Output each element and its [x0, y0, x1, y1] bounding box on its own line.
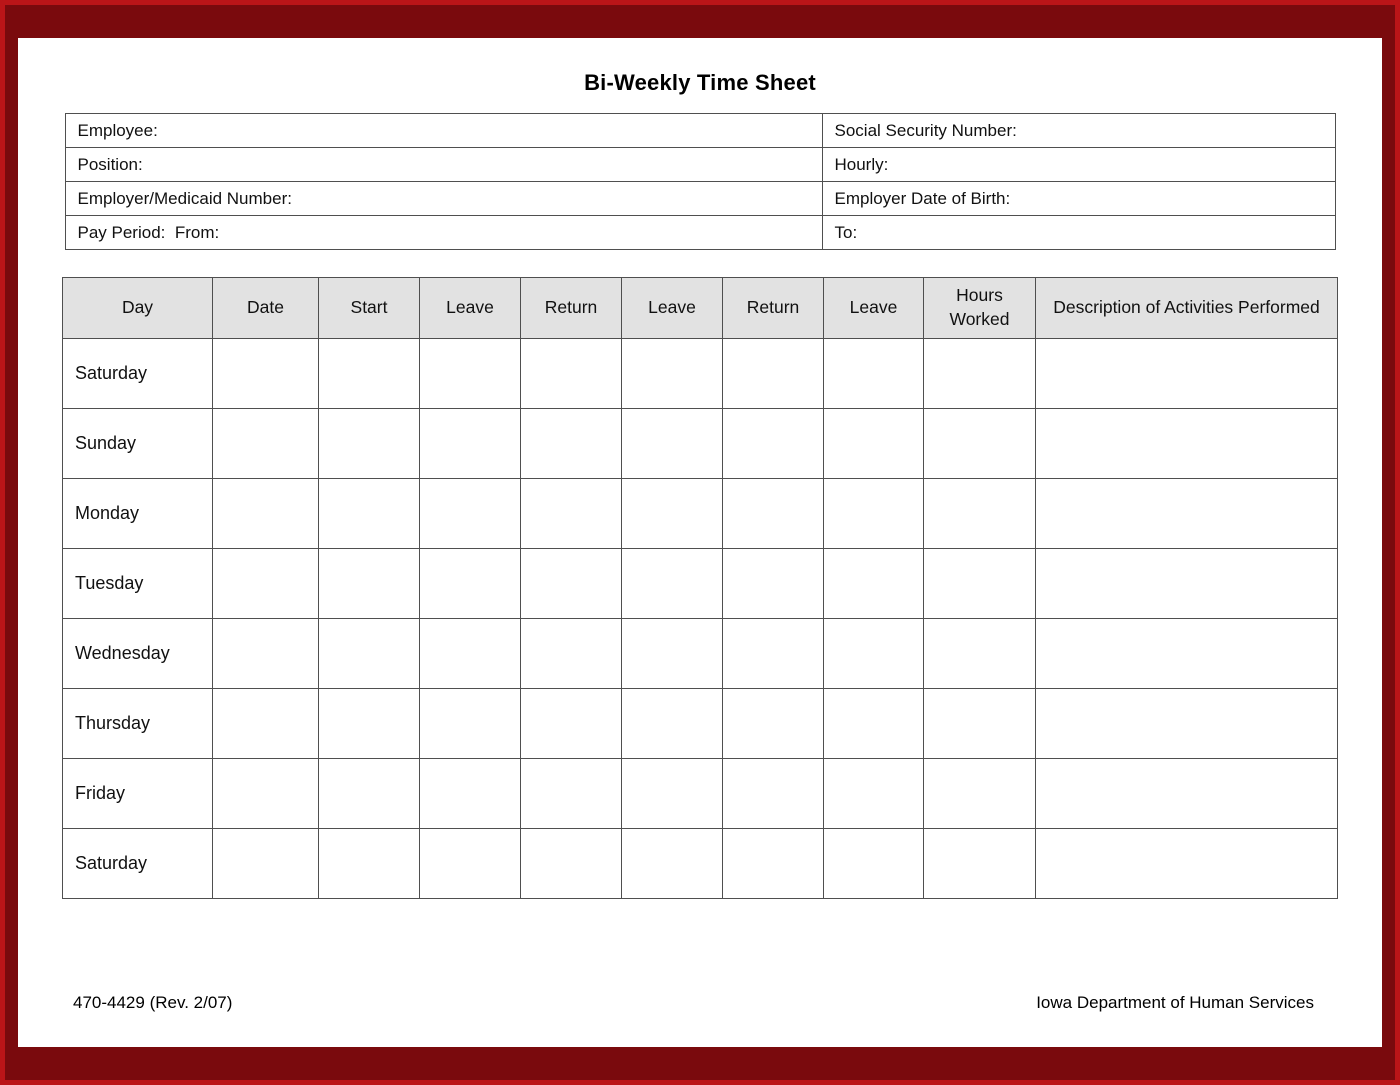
- entry-cell: [622, 619, 723, 689]
- table-row: [63, 759, 1338, 829]
- entry-cell: [1036, 549, 1338, 619]
- day-cell: Tuesday: [63, 549, 213, 619]
- entry-cell: [420, 619, 521, 689]
- header-cell-day: Day: [63, 278, 213, 339]
- document-page: [18, 38, 1382, 1047]
- entry-cell: [824, 549, 924, 619]
- table-row: [63, 689, 1338, 759]
- entry-cell: [1036, 829, 1338, 899]
- entry-cell: [1036, 339, 1338, 409]
- header-cell-description: Description of Activities Performed: [1036, 278, 1338, 339]
- entry-cell: [622, 689, 723, 759]
- entry-cell: [622, 339, 723, 409]
- header-cell-leave1: Leave: [420, 278, 521, 339]
- form-number: 470-4429 (Rev. 2/07): [73, 993, 233, 1012]
- entry-cell: [924, 549, 1036, 619]
- entry-cell: [1036, 479, 1338, 549]
- day-cell: Monday: [63, 479, 213, 549]
- ssn-field-label: Social Security Number:: [822, 114, 1335, 148]
- entry-cell: [319, 339, 420, 409]
- entry-cell: [319, 619, 420, 689]
- table-row: [63, 339, 1338, 409]
- table-row: [63, 549, 1338, 619]
- entry-cell: [1036, 409, 1338, 479]
- header-cell-date: Date: [213, 278, 319, 339]
- position-field-label: Position:: [65, 148, 822, 182]
- entry-cell: [622, 479, 723, 549]
- entry-cell: [213, 549, 319, 619]
- day-cell: Thursday: [63, 689, 213, 759]
- employer-medicaid-field-label: Employer/Medicaid Number:: [65, 182, 822, 216]
- header-cell-return1: Return: [521, 278, 622, 339]
- entry-cell: [824, 689, 924, 759]
- entry-cell: [521, 759, 622, 829]
- entry-cell: [622, 409, 723, 479]
- entry-cell: [420, 829, 521, 899]
- entry-cell: [213, 339, 319, 409]
- pay-period-to-field-label: To:: [822, 216, 1335, 250]
- pay-period-from-field-label: Pay Period: From:: [65, 216, 822, 250]
- entry-cell: [824, 619, 924, 689]
- entry-cell: [420, 689, 521, 759]
- entry-cell: [213, 689, 319, 759]
- info-row: [65, 148, 1335, 182]
- entry-cell: [723, 549, 824, 619]
- entry-cell: [723, 479, 824, 549]
- employee-info-table: [65, 113, 1336, 250]
- header-cell-return2: Return: [723, 278, 824, 339]
- header-cell-start: Start: [319, 278, 420, 339]
- day-cell: Friday: [63, 759, 213, 829]
- hourly-field-label: Hourly:: [822, 148, 1335, 182]
- day-cell: Saturday: [63, 829, 213, 899]
- entry-cell: [824, 829, 924, 899]
- entry-cell: [521, 829, 622, 899]
- header-cell-leave2: Leave: [622, 278, 723, 339]
- entry-cell: [521, 619, 622, 689]
- entry-cell: [319, 479, 420, 549]
- table-row: [63, 829, 1338, 899]
- entry-cell: [521, 549, 622, 619]
- page-footer: [73, 993, 1314, 1013]
- entry-cell: [1036, 619, 1338, 689]
- entry-cell: [723, 759, 824, 829]
- entry-cell: [723, 339, 824, 409]
- entry-cell: [924, 339, 1036, 409]
- agency-name: Iowa Department of Human Services: [1036, 993, 1314, 1012]
- entry-cell: [213, 829, 319, 899]
- entry-cell: [319, 689, 420, 759]
- entry-cell: [213, 479, 319, 549]
- info-row: [65, 182, 1335, 216]
- entry-cell: [824, 479, 924, 549]
- timesheet-table: [62, 277, 1338, 899]
- entry-cell: [924, 619, 1036, 689]
- entry-cell: [924, 759, 1036, 829]
- entry-cell: [1036, 759, 1338, 829]
- entry-cell: [521, 689, 622, 759]
- entry-cell: [521, 479, 622, 549]
- table-row: [63, 479, 1338, 549]
- entry-cell: [1036, 689, 1338, 759]
- header-row: [63, 278, 1338, 339]
- entry-cell: [213, 619, 319, 689]
- day-cell: Sunday: [63, 409, 213, 479]
- entry-cell: [521, 409, 622, 479]
- entry-cell: [723, 829, 824, 899]
- entry-cell: [723, 619, 824, 689]
- entry-cell: [319, 829, 420, 899]
- entry-cell: [824, 409, 924, 479]
- table-row: [63, 409, 1338, 479]
- entry-cell: [723, 689, 824, 759]
- employee-field-label: Employee:: [65, 114, 822, 148]
- employer-dob-field-label: Employer Date of Birth:: [822, 182, 1335, 216]
- entry-cell: [420, 409, 521, 479]
- day-cell: Wednesday: [63, 619, 213, 689]
- entry-cell: [924, 829, 1036, 899]
- info-row: [65, 216, 1335, 250]
- entry-cell: [924, 479, 1036, 549]
- page-title: Bi-Weekly Time Sheet: [584, 70, 816, 95]
- table-row: [63, 619, 1338, 689]
- info-row: [65, 114, 1335, 148]
- entry-cell: [924, 409, 1036, 479]
- entry-cell: [924, 689, 1036, 759]
- header-cell-hours-worked: Hours Worked: [924, 278, 1036, 339]
- entry-cell: [420, 549, 521, 619]
- entry-cell: [521, 339, 622, 409]
- entry-cell: [824, 759, 924, 829]
- entry-cell: [319, 759, 420, 829]
- entry-cell: [420, 759, 521, 829]
- entry-cell: [420, 339, 521, 409]
- entry-cell: [622, 549, 723, 619]
- entry-cell: [213, 759, 319, 829]
- header-cell-leave3: Leave: [824, 278, 924, 339]
- entry-cell: [622, 829, 723, 899]
- day-cell: Saturday: [63, 339, 213, 409]
- entry-cell: [319, 409, 420, 479]
- entry-cell: [824, 339, 924, 409]
- entry-cell: [622, 759, 723, 829]
- entry-cell: [213, 409, 319, 479]
- entry-cell: [723, 409, 824, 479]
- entry-cell: [319, 549, 420, 619]
- entry-cell: [420, 479, 521, 549]
